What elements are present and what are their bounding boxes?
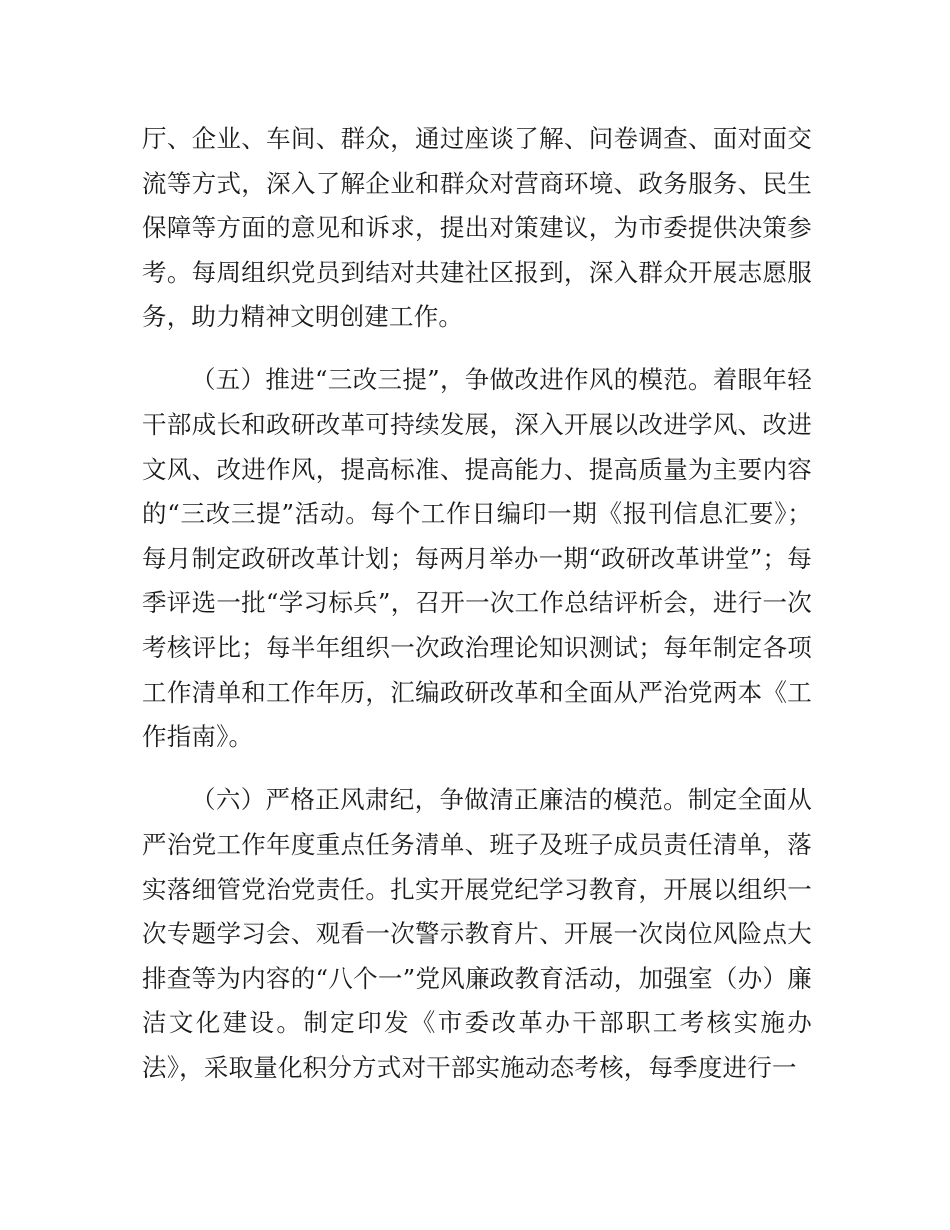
document-body [142, 117, 812, 1109]
paragraph-section-six: （六）严格正风肃纪，争做清正廉洁的模范。制定全面从严治党工作年度重点任务清单、班子及班子成员责任清单，落实落细管党治党责任。扎实开展党纪学习教育，开展以组织一次专题学习会、观看一次警示教育片、开展一次岗位风险点大排查等为内容的“八个一”党风廉政教育活动，加强室（办）廉洁文化建设。制定印发《市委改革办干部职工考核实施办法》，采取量化积分方式对干部实施动态考核，每季度进行一 [142, 785, 812, 1082]
paragraph-section-five: （五）推进“三改三提”，争做改进作风的模范。着眼年轻干部成长和政研改革可持续发展，深入开展以改进学风、改进文风、改进作风，提高标准、提高能力、提高质量为主要内容的“三改三提”活动。每个工作日编印一期《报刊信息汇要》；每月制定政研改革计划；每两月举办一期“政研改革讲堂”；每季评选一批“学习标兵”，召开一次工作总结评析会，进行一次考核评比；每半年组织一次政治理论知识测试；每年制定各项工作清单和工作年历，汇编政研改革和全面从严治党两本《工作指南》。 [142, 365, 812, 752]
paragraph-continuation: 厅、企业、车间、群众，通过座谈了解、问卷调查、面对面交流等方式，深入了解企业和群众对营商环境、政务服务、民生保障等方面的意见和诉求，提出对策建议，为市委提供决策参考。每周组织党员到结对共建社区报到，深入群众开展志愿服务，助力精神文明创建工作。 [142, 124, 812, 332]
